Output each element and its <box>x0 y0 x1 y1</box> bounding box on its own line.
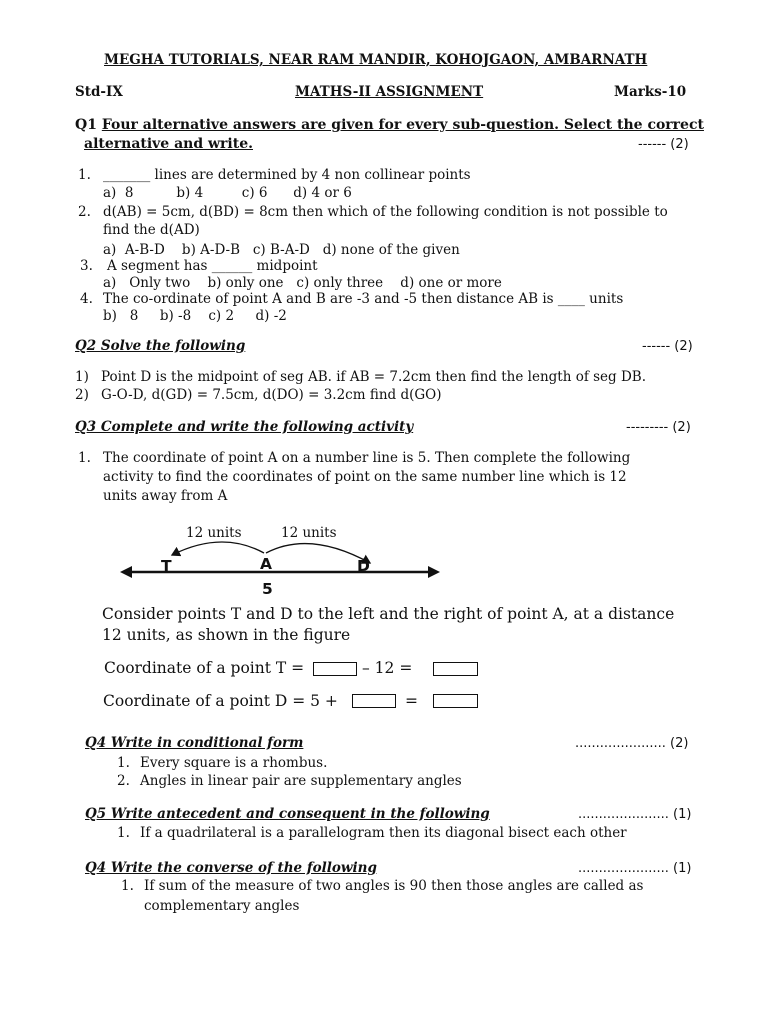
q1-item1-text: _______ lines are determined by 4 non collinear points <box>103 167 471 183</box>
q3-consider-line2: 12 units, as shown in the figure <box>102 626 351 644</box>
converse-title: Q4 Write the converse of the following <box>85 860 377 876</box>
q3-marks: --------- (2) <box>626 420 691 435</box>
q3-text-line2: activity to find the coordinates of point on the same number line which is 12 <box>103 469 627 485</box>
q2-title: Q2 Solve the following <box>75 338 246 354</box>
converse-marks: ...................... (1) <box>578 861 692 876</box>
q2-item1-num: 1) <box>75 369 89 385</box>
eq-t-blank-1 <box>313 662 357 676</box>
q2-item2-text: G-O-D, d(GD) = 7.5cm, d(DO) = 3.2cm find d(GO) <box>101 387 442 403</box>
q2-marks: ------ (2) <box>642 339 693 354</box>
point-a-value: 5 <box>262 580 273 598</box>
converse-item-num: 1. <box>121 878 134 894</box>
q1-item2-options: a) A-B-D b) A-D-B c) B-A-D d) none of the given <box>103 242 460 258</box>
q3-consider-line1: Consider points T and D to the left and the right of point A, at a distance <box>102 605 675 623</box>
q2-item1-text: Point D is the midpoint of seg AB. if AB = 7.2cm then find the length of seg DB. <box>101 369 646 385</box>
q1-item2-text-cont: find the d(AD) <box>103 222 200 238</box>
q1-item3-options: a) Only two b) only one c) only three d) one or more <box>103 275 502 291</box>
q1-item3-num: 3. <box>80 258 93 274</box>
q3-text-line3: units away from A <box>103 488 228 504</box>
eq-t-blank-2 <box>433 662 478 676</box>
left-arc-arrow <box>172 542 264 555</box>
q4-item2-text: Angles in linear pair are supplementary angles <box>140 773 462 789</box>
converse-item-line1: If sum of the measure of two angles is 90 then those angles are called as <box>144 878 644 894</box>
q1-prefix: Q1 <box>75 117 97 133</box>
right-arc-arrow <box>266 544 370 563</box>
q5-title: Q5 Write antecedent and consequent in the following <box>85 806 490 822</box>
marks-label: Marks-10 <box>614 84 687 100</box>
q3-item-num: 1. <box>78 450 91 466</box>
point-d-label: D <box>357 557 370 575</box>
q3-title: Q3 Complete and write the following activity <box>75 419 414 435</box>
q4-marks: ...................... (2) <box>575 736 689 751</box>
q1-item2-num: 2. <box>78 204 91 220</box>
point-t-label: T <box>161 557 172 575</box>
q2-item2-num: 2) <box>75 387 89 403</box>
eq-d-blank-2 <box>433 694 478 708</box>
q1-marks: ------ (2) <box>638 137 689 152</box>
q1-item4-options: b) 8 b) -8 c) 2 d) -2 <box>103 308 287 324</box>
q4-item1-text: Every square is a rhombus. <box>140 755 328 771</box>
q5-marks: ...................... (1) <box>578 807 692 822</box>
institute-title: MEGHA TUTORIALS, NEAR RAM MANDIR, KOHOJGAON, AMBARNATH <box>104 52 648 68</box>
eq-d-prefix: Coordinate of a point D = 5 + <box>103 692 338 710</box>
eq-t-mid: – 12 = <box>362 659 413 677</box>
q1-item2-text: d(AB) = 5cm, d(BD) = 8cm then which of the following condition is not possible to <box>103 204 668 220</box>
left-arrowhead <box>120 566 132 578</box>
q1-item1-options: a) 8 b) 4 c) 6 d) 4 or 6 <box>103 185 352 201</box>
eq-d-blank-1 <box>352 694 396 708</box>
right-arrowhead <box>428 566 440 578</box>
q5-item1-num: 1. <box>117 825 130 841</box>
q1-item3-text: A segment has ______ midpoint <box>107 258 318 274</box>
standard-label: Std-IX <box>75 84 123 100</box>
eq-d-mid: = <box>405 692 418 710</box>
q1-instruction: Four alternative answers are given for every sub-question. Select the correct <box>101 117 704 133</box>
assignment-title: MATHS-II ASSIGNMENT <box>295 84 484 100</box>
point-a-label: A <box>260 555 272 573</box>
left-distance-label: 12 units <box>186 525 242 541</box>
q1-item1-num: 1. <box>78 167 91 183</box>
q1-item4-text: The co-ordinate of point A and B are -3 and -5 then distance AB is ____ units <box>103 291 624 307</box>
q4-item2-num: 2. <box>117 773 130 789</box>
q4-item1-num: 1. <box>117 755 130 771</box>
right-distance-label: 12 units <box>281 525 337 541</box>
converse-item-line2: complementary angles <box>144 898 300 914</box>
q1-title-line2: alternative and write. <box>84 136 253 152</box>
q1-item4-num: 4. <box>80 291 93 307</box>
q5-item1-text: If a quadrilateral is a parallelogram then its diagonal bisect each other <box>140 825 627 841</box>
eq-t-prefix: Coordinate of a point T = <box>104 659 305 677</box>
q3-text-line1: The coordinate of point A on a number line is 5. Then complete the following <box>103 450 631 466</box>
q4-title: Q4 Write in conditional form <box>85 735 304 751</box>
